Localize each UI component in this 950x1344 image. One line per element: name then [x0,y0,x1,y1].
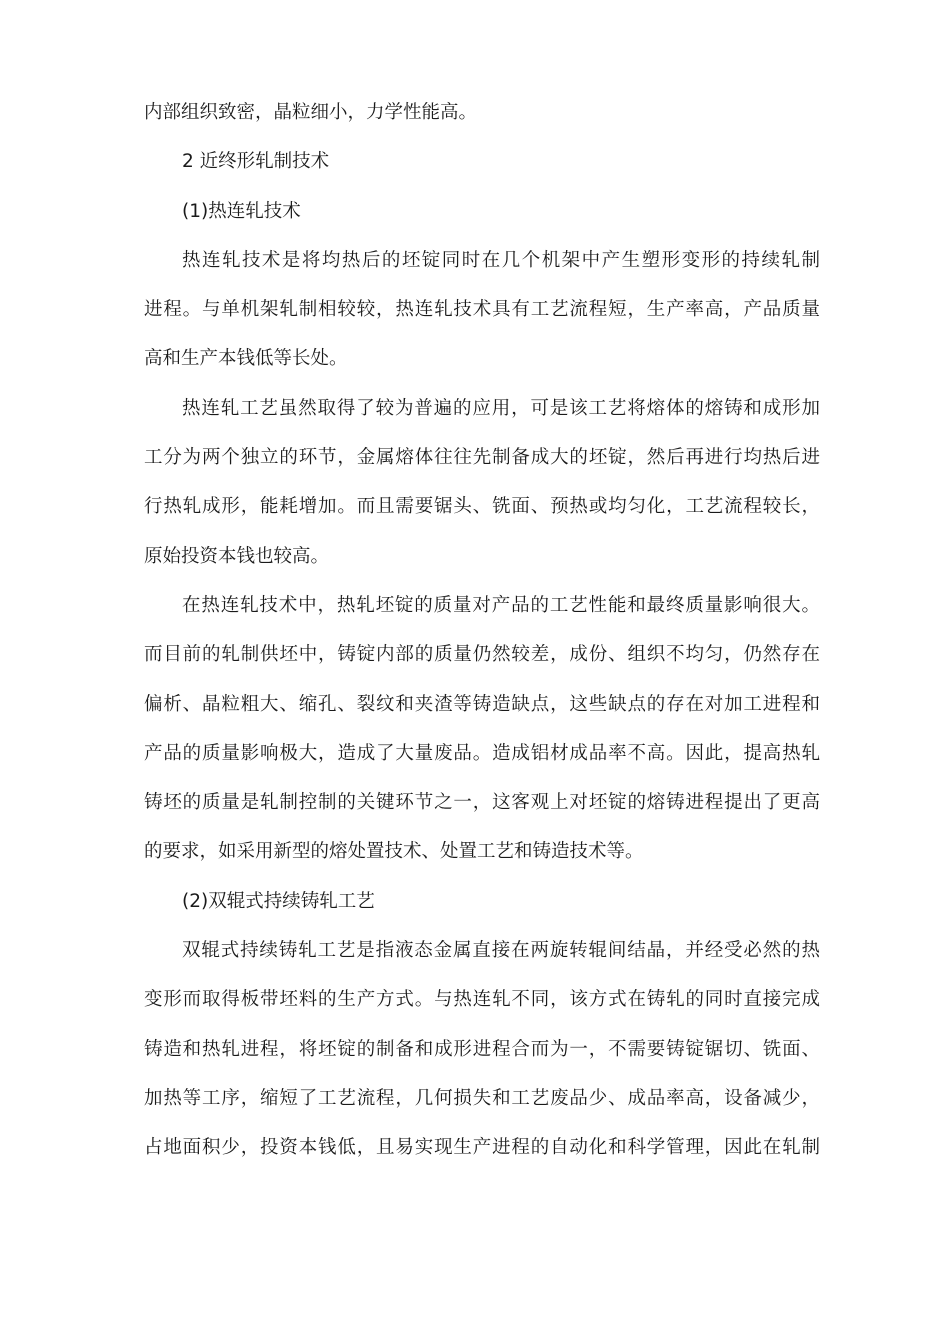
text-line: 工分为两个独立的环节，金属熔体往往先制备成大的坯锭，然后再进行均热后进 [144,447,820,469]
text-line: 进程。与单机架轧制相较较，热连轧技术具有工艺流程短，生产率高，产品质量 [144,299,820,321]
text-line: 热连轧技术是将均热后的坯锭同时在几个机架中产生塑形变形的持续轧制 [182,249,820,271]
text-line: 的要求，如采用新型的熔处置技术、处置工艺和铸造技术等。 [144,841,644,863]
text-line: 加热等工序，缩短了工艺流程，几何损失和工艺废品少、成品率高，设备减少， [144,1087,820,1109]
text-line: 双辊式持续铸轧工艺是指液态金属直接在两旋转辊间结晶，并经受必然的热 [182,940,820,962]
text-line: 高和生产本钱低等长处。 [144,348,348,370]
text-line: 变形而取得板带坯料的生产方式。与热连轧不同，该方式在铸轧的同时直接完成 [144,989,820,1011]
text-line: (1)热连轧技术 [182,200,301,222]
text-line: 行热轧成形，能耗增加。而且需要锯头、铣面、预热或均匀化，工艺流程较长， [144,496,820,518]
text-line: 铸造和热轧进程，将坯锭的制备和成形进程合而为一，不需要铸锭锯切、铣面、 [144,1038,820,1060]
text-line: 占地面积少，投资本钱低，且易实现生产进程的自动化和科学管理，因此在轧制 [144,1137,820,1159]
text-line: 原始投资本钱也较高。 [144,545,330,567]
text-line: 而目前的轧制供坯中，铸锭内部的质量仍然较差，成份、组织不均匀，仍然存在 [144,644,820,666]
text-line: 2 近终形轧制技术 [182,151,330,173]
text-line: 偏析、晶粒粗大、缩孔、裂纹和夹渣等铸造缺点，这些缺点的存在对加工进程和 [144,693,820,715]
text-line: 铸坯的质量是轧制控制的关键环节之一，这客观上对坯锭的熔铸进程提出了更高 [144,792,820,814]
text-line: (2)双辊式持续铸轧工艺 [182,890,375,912]
text-line: 在热连轧技术中，热轧坯锭的质量对产品的工艺性能和最终质量影响很大。 [182,594,820,616]
text-line: 产品的质量影响极大，造成了大量废品。造成铝材成品率不高。因此，提高热轧 [144,742,820,764]
text-line: 热连轧工艺虽然取得了较为普遍的应用，可是该工艺将熔体的熔铸和成形加 [182,397,820,419]
body-text [144,88,820,1173]
text-line: 内部组织致密，晶粒细小，力学性能高。 [144,102,478,123]
